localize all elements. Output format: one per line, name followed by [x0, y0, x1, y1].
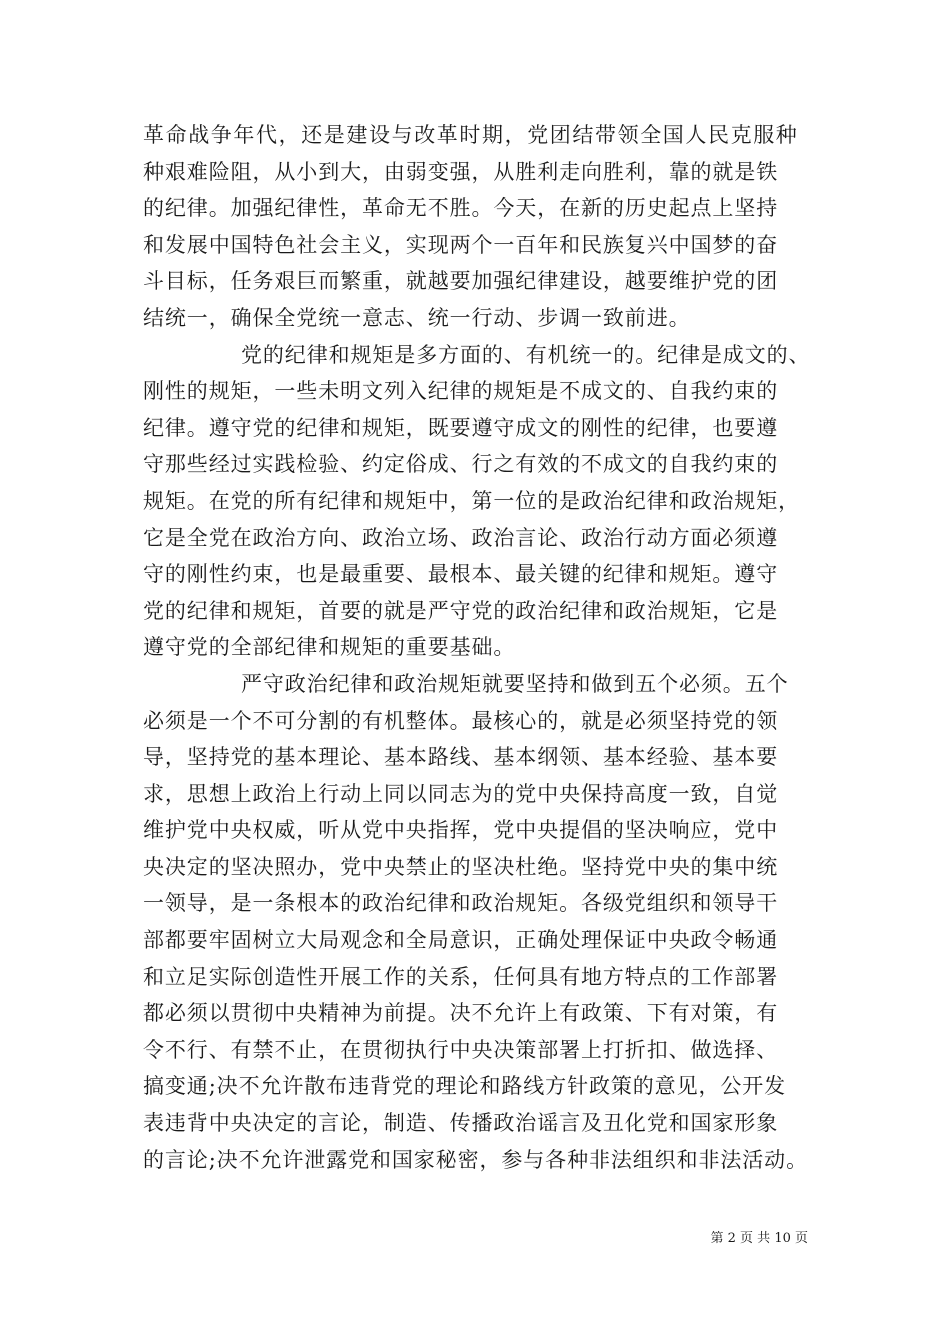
text-line: 令不行、有禁不止，在贯彻执行中央决策部署上打折扣、做选择、 — [143, 1037, 779, 1062]
text-line: 都必须以贯彻中央精神为前提。决不允许上有政策、下有对策，有 — [143, 1001, 779, 1026]
text-line: 纪律。遵守党的纪律和规矩，既要遵守成文的刚性的纪律，也要遵 — [143, 415, 779, 440]
text-line: 刚性的规矩，一些未明文列入纪律的规矩是不成文的、自我约束的 — [143, 379, 779, 404]
text-line: 和发展中国特色社会主义，实现两个一百年和民族复兴中国梦的奋 — [143, 232, 779, 257]
text-line: 求，思想上政治上行动上同以同志为的党中央保持高度一致，自觉 — [143, 781, 779, 806]
text-line: 的言论;决不允许泄露党和国家秘密，参与各种非法组织和非法活动。 — [143, 1147, 808, 1172]
text-line: 党的纪律和规矩，首要的就是严守党的政治纪律和政治规矩，它是 — [143, 598, 779, 623]
text-line: 结统一，确保全党统一意志、统一行动、步调一致前进。 — [143, 305, 691, 330]
text-line: 一领导，是一条根本的政治纪律和政治规矩。各级党组织和领导干 — [143, 891, 779, 916]
text-line: 它是全党在政治方向、政治立场、政治言论、政治行动方面必须遵 — [143, 525, 779, 550]
text-line: 的纪律。加强纪律性，革命无不胜。今天，在新的历史起点上坚持 — [143, 196, 779, 221]
text-line: 遵守党的全部纪律和规矩的重要基础。 — [143, 635, 516, 660]
text-line: 革命战争年代，还是建设与改革时期，党团结带领全国人民克服种 — [143, 123, 799, 147]
text-line: 表违背中央决定的言论，制造、传播政治谣言及丑化党和国家形象 — [143, 1111, 779, 1136]
text-line: 和立足实际创造性开展工作的关系，任何具有地方特点的工作部署 — [143, 964, 779, 989]
text-line: 守那些经过实践检验、约定俗成、行之有效的不成文的自我约束的 — [143, 452, 779, 477]
text-line: 导，坚持党的基本理论、基本路线、基本纲领、基本经验、基本要 — [143, 745, 779, 770]
paragraph-1 — [143, 117, 813, 337]
text-line: 守的刚性约束，也是最重要、最根本、最关键的纪律和规矩。遵守 — [143, 562, 779, 587]
text-line: 党的纪律和规矩是多方面的、有机统一的。纪律是成文的、 — [241, 342, 811, 367]
text-line: 规矩。在党的所有纪律和规矩中，第一位的是政治纪律和政治规矩， — [143, 488, 800, 513]
page-number-footer: 第 2 页 共 10 页 — [710, 1231, 808, 1246]
text-line: 搞变通;决不允许散布违背党的理论和路线方针政策的意见，公开发 — [143, 1074, 787, 1099]
text-line: 斗目标，任务艰巨而繁重，就越要加强纪律建设，越要维护党的团 — [143, 269, 779, 294]
text-line: 必须是一个不可分割的有机整体。最核心的，就是必须坚持党的领 — [143, 708, 779, 733]
document-body — [143, 117, 813, 1178]
paragraph-2 — [143, 337, 813, 666]
text-line: 维护党中央权威，听从党中央指挥，党中央提倡的坚决响应，党中 — [143, 818, 779, 843]
text-line: 央决定的坚决照办，党中央禁止的坚决杜绝。坚持党中央的集中统 — [143, 854, 779, 879]
text-line: 严守政治纪律和政治规矩就要坚持和做到五个必须。五个 — [241, 671, 789, 696]
text-line: 种艰难险阻，从小到大，由弱变强，从胜利走向胜利，靠的就是铁 — [143, 159, 779, 184]
text-line: 部都要牢固树立大局观念和全局意识，正确处理保证中央政令畅通 — [143, 928, 779, 953]
paragraph-3 — [143, 666, 813, 1178]
